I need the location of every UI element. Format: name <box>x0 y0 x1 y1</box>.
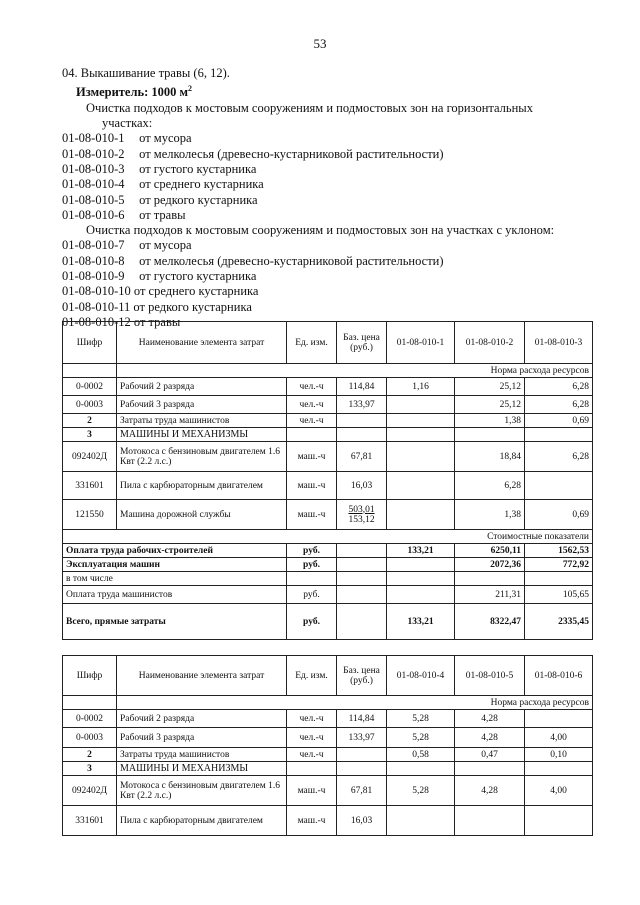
cost-row: Оплата труда рабочих-строителей руб. 133,21 6250,11 1562,53 <box>63 544 593 558</box>
code-item: 01-08-010-5 от редкого кустарника <box>62 192 258 207</box>
code-item: 01-08-010-9 от густого кустарника <box>62 269 257 284</box>
header-name: Наименование элемента затрат <box>117 656 287 696</box>
measure-line <box>76 81 602 100</box>
machines-title: МАШИНЫ И МЕХАНИЗМЫ <box>117 762 287 776</box>
table-row: 331601 Пила с карбюраторным двигателем маш.-ч 16,03 6,28 <box>63 472 593 500</box>
machines-header-row: 3 МАШИНЫ И МЕХАНИЗМЫ <box>63 762 593 776</box>
code-item: 01-08-010-12 от травы <box>62 314 181 329</box>
code-item: 01-08-010-10 от среднего кустарника <box>62 284 259 299</box>
norm-label-row <box>63 364 593 378</box>
measure-prefix: Измеритель: 1000 м <box>76 85 189 100</box>
code-item: 01-08-010-11 от редкого кустарника <box>62 299 252 314</box>
paragraph-horizontal-line1: Очистка подходов к мостовым сооружениям и подмостовых зон на горизонтальных <box>86 100 533 115</box>
table-row: 2 Затраты труда машинистов чел.-ч 0,58 0,47 0,10 <box>63 748 593 762</box>
resource-table-1 <box>62 321 593 640</box>
cost-row-total: Всего, прямые затраты руб. 133,21 8322,47 2335,45 <box>63 604 593 640</box>
header-price: Баз. цена (руб.) <box>337 322 387 364</box>
header-unit: Ед. изм. <box>287 322 337 364</box>
table-row: 0-0002 Рабочий 2 разряда чел.-ч 114,84 5,28 4,28 <box>63 710 593 728</box>
table-row: 121550 Машина дорожной службы маш.-ч 503,01 153,12 1,38 0,69 <box>63 500 593 530</box>
page-number: 53 <box>313 36 327 51</box>
resource-table-2 <box>62 655 593 836</box>
header-code: Шифр <box>63 656 117 696</box>
intro-text <box>62 66 602 330</box>
cost-row: в том числе <box>63 572 593 586</box>
header-row <box>63 656 593 696</box>
header-name: Наименование элемента затрат <box>117 322 287 364</box>
table-row: 331601 Пила с карбюраторным двигателем маш.-ч 16,03 <box>63 806 593 836</box>
header-col: 01-08-010-4 <box>387 656 455 696</box>
cost-row: Оплата труда машинистов руб. 211,31 105,65 <box>63 586 593 604</box>
cost-label: Стоимостные показатели <box>63 530 593 544</box>
code-item: 01-08-010-2 от мелколесья (древесно-кустарниковой растительности) <box>62 146 444 161</box>
code-item: 01-08-010-3 от густого кустарника <box>62 161 257 176</box>
code-item: 01-08-010-1 от мусора <box>62 131 192 146</box>
header-code: Шифр <box>63 322 117 364</box>
header-col: 01-08-010-1 <box>387 322 455 364</box>
cost-row: Эксплуатация машин руб. 2072,36 772,92 <box>63 558 593 572</box>
table-row: 2 Затраты труда машинистов чел.-ч 1,38 0,69 <box>63 414 593 428</box>
table-row: 0-0003 Рабочий 3 разряда чел.-ч 133,97 5,28 4,28 4,00 <box>63 728 593 748</box>
header-col: 01-08-010-2 <box>455 322 525 364</box>
table-row: 092402Д Мотокоса с бензиновым двигателем 1.6 Квт (2.2 л.с.) маш.-ч 67,81 5,28 4,28 4,00 <box>63 776 593 806</box>
paragraph-slope: Очистка подходов к мостовым сооружениям и подмостовых зон на участках с уклоном: <box>86 223 555 238</box>
header-col: 01-08-010-5 <box>455 656 525 696</box>
header-col: 01-08-010-3 <box>525 322 593 364</box>
table-row: 092402Д Мотокоса с бензиновым двигателем 1.6 Квт (2.2 л.с.) маш.-ч 67,81 18,84 6,28 <box>63 442 593 472</box>
code-list-slope <box>62 238 602 330</box>
cost-label-row <box>63 530 593 544</box>
code-item: 01-08-010-8 от мелколесья (древесно-кустарниковой растительности) <box>62 253 444 268</box>
table-row: 0-0002 Рабочий 2 разряда чел.-ч 114,84 1,16 25,12 6,28 <box>63 378 593 396</box>
norm-label: Норма расхода ресурсов <box>117 696 593 710</box>
table-row: 0-0003 Рабочий 3 разряда чел.-ч 133,97 25,12 6,28 <box>63 396 593 414</box>
code-item: 01-08-010-4 от среднего кустарника <box>62 177 264 192</box>
section-title: 04. Выкашивание травы (6, 12). <box>62 66 230 80</box>
norm-label-row <box>63 696 593 710</box>
code-item: 01-08-010-6 от травы <box>62 207 186 222</box>
measure-sup: 2 <box>188 84 193 94</box>
header-price: Баз. цена (руб.) <box>337 656 387 696</box>
machines-header-row: 3 МАШИНЫ И МЕХАНИЗМЫ <box>63 428 593 442</box>
code-item: 01-08-010-7 от мусора <box>62 238 192 253</box>
header-unit: Ед. изм. <box>287 656 337 696</box>
header-col: 01-08-010-6 <box>525 656 593 696</box>
norm-label: Норма расхода ресурсов <box>117 364 593 378</box>
paragraph-horizontal-line2: участках: <box>102 116 153 131</box>
machines-title: МАШИНЫ И МЕХАНИЗМЫ <box>117 428 287 442</box>
header-row <box>63 322 593 364</box>
code-list-horizontal <box>62 131 602 223</box>
